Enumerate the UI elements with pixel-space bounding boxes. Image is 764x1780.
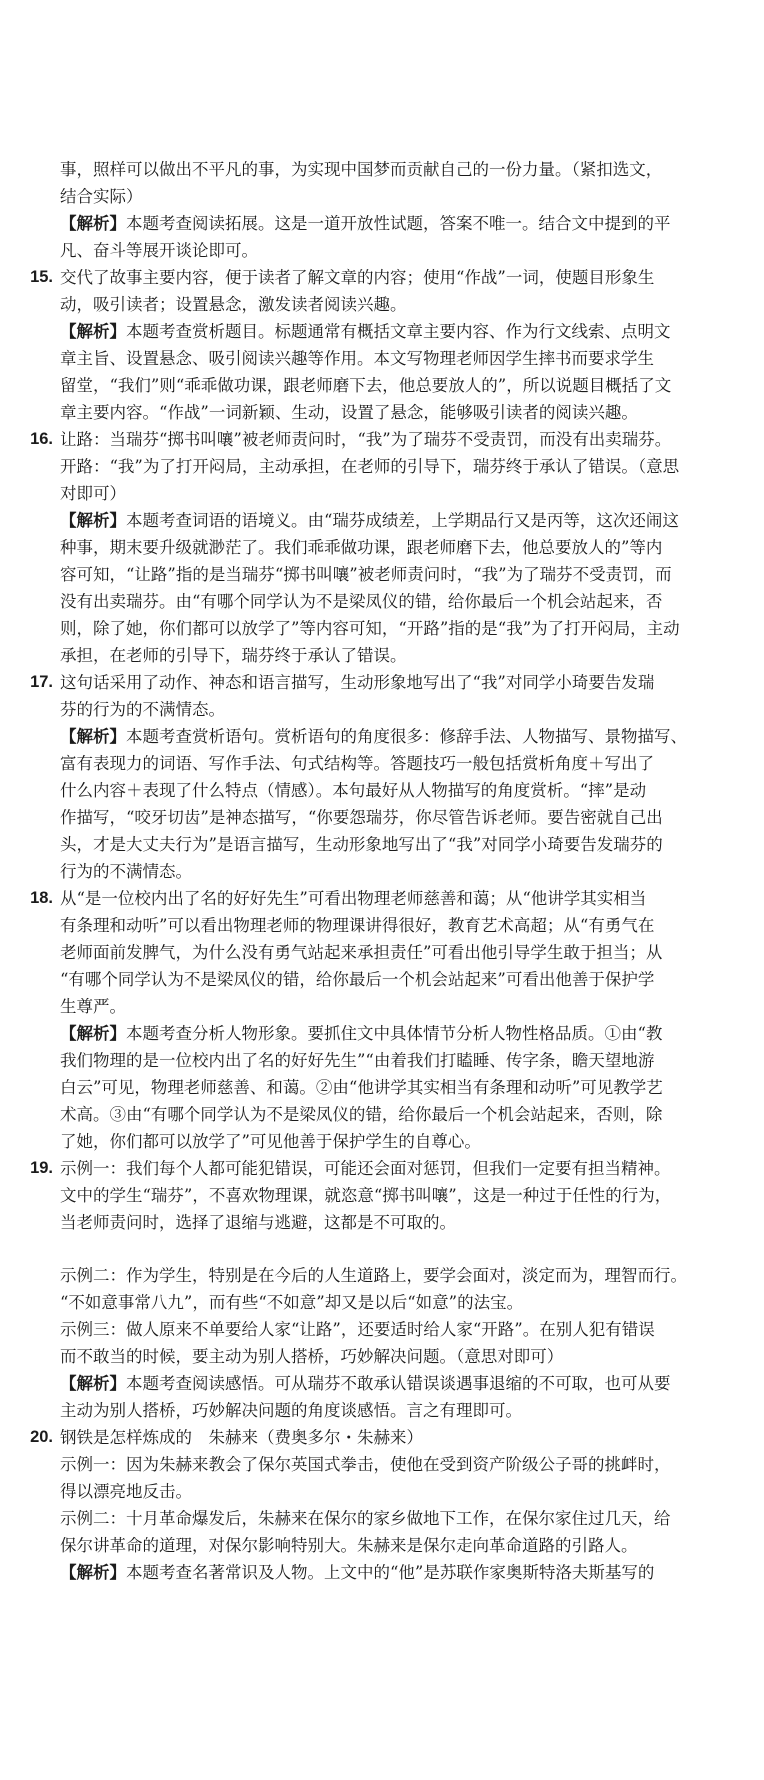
analysis-tag: 【解析】 (60, 1374, 126, 1393)
answer-line: 这句话采用了动作、神态和语言描写，生动形象地写出了“我”对同学小琦要告发瑞 (60, 673, 655, 692)
analysis-line: 凡、奋斗等展开谈论即可。 (60, 241, 258, 260)
answer-line: 老师面前发脾气，为什么没有勇气站起来承担责任”可看出他引导学生敢于担当；从 (60, 943, 663, 962)
answer-line: 示例二：十月革命爆发后，朱赫来在保尔的家乡做地下工作，在保尔家住过几天，给 (60, 1509, 671, 1528)
question-number: 18. (30, 889, 53, 907)
answer-line: 有条理和动听”可以看出物理老师的物理课讲得很好，教育艺术高超；从“有勇气在 (60, 916, 655, 935)
analysis-line: 【解析】本题考查赏析语句。赏析语句的角度很多：修辞手法、人物描写、景物描写、 (60, 727, 687, 746)
answer-line: 示例三：做人原来不单要给人家“让路”，还要适时给人家“开路”。在别人犯有错误 (60, 1320, 655, 1339)
answer-line: 示例二：作为学生，特别是在今后的人生道路上，要学会面对，淡定而为，理智而行。 (60, 1266, 687, 1285)
question-number: 15. (30, 268, 53, 286)
analysis-line: 作描写，“咬牙切齿”是神态描写，“你要怨瑞芬，你尽管告诉老师。要告密就自己出 (60, 808, 663, 827)
analysis-line: 头，才是大丈夫行为”是语言描写，生动形象地写出了“我”对同学小琦要告发瑞芬的 (60, 835, 663, 854)
answer-line: 而不敢当的时候，要主动为别人搭桥，巧妙解决问题。（意思对即可） (60, 1347, 564, 1366)
analysis-line: 【解析】本题考查赏析题目。标题通常有概括文章主要内容、作为行文线索、点明文 (60, 322, 671, 341)
answer-continuation (60, 156, 710, 264)
analysis-tag: 【解析】 (60, 511, 126, 530)
question-number: 16. (30, 430, 53, 448)
answer-line: “不如意事常八九”，而有些“不如意”却又是以后“如意”的法宝。 (60, 1293, 524, 1312)
analysis-line: 承担，在老师的引导下，瑞芬终于承认了错误。 (60, 646, 407, 665)
answer-line: 得以漂亮地反击。 (60, 1482, 192, 1501)
analysis-line: 【解析】本题考查阅读拓展。这是一道开放性试题，答案不唯一。结合文中提到的平 (60, 214, 671, 233)
question-number: 19. (30, 1159, 53, 1177)
spacer (60, 1236, 710, 1262)
answer-line: 保尔讲革命的道理，对保尔影响特别大。朱赫来是保尔走向革命道路的引路人。 (60, 1536, 638, 1555)
analysis-line: 我们物理的是一位校内出了名的好好先生”“由着我们打瞌睡、传字条，瞻天望地游 (60, 1051, 655, 1070)
analysis-line: 术高。③由“有哪个同学认为不是梁凤仪的错，给你最后一个机会站起来，否则，除 (60, 1105, 663, 1124)
answer-line: 交代了故事主要内容，便于读者了解文章的内容；使用“作战”一词，使题目形象生 (60, 268, 655, 287)
analysis-line: 了她，你们都可以放学了”可见他善于保护学生的自尊心。 (60, 1132, 481, 1151)
answer-line: 钢铁是怎样炼成的 朱赫来（费奥多尔・朱赫来） (60, 1428, 423, 1447)
answer-line: 示例一：我们每个人都可能犯错误，可能还会面对惩罚，但我们一定要有担当精神。 (60, 1159, 671, 1178)
analysis-line: 主动为别人搭桥，巧妙解决问题的角度谈感悟。言之有理即可。 (60, 1401, 522, 1420)
analysis-tag: 【解析】 (60, 1563, 126, 1582)
answer-line: 让路：当瑞芬“掷书叫嚷”被老师责问时，“我”为了瑞芬不受责罚，而没有出卖瑞芬。 (60, 430, 672, 449)
answer-line: 当老师责问时，选择了退缩与逃避，这都是不可取的。 (60, 1213, 456, 1232)
answer-line: 结合实际） (60, 187, 143, 206)
analysis-line: 种事，期末要升级就渺茫了。我们乖乖做功课，跟老师磨下去，他总要放人的”等内 (60, 538, 663, 557)
answer-line: 开路：“我”为了打开闷局，主动承担，在老师的引导下，瑞芬终于承认了错误。（意思 (60, 457, 680, 476)
analysis-tag: 【解析】 (60, 322, 126, 341)
analysis-line: 容可知，“让路”指的是当瑞芬“掷书叫嚷”被老师责问时，“我”为了瑞芬不受责罚，而 (60, 565, 672, 584)
answer-line: 事，照样可以做出不平凡的事，为实现中国梦而贡献自己的一份力量。（紧扣选文， (60, 160, 663, 179)
answer-content (30, 156, 710, 1586)
answer-line: 芬的行为的不满情态。 (60, 700, 225, 719)
analysis-line: 留堂，“我们”则“乖乖做功课，跟老师磨下去，他总要放人的”，所以说题目概括了文 (60, 376, 672, 395)
question-15 (30, 264, 710, 426)
analysis-line: 富有表现力的词语、写作手法、句式结构等。答题技巧一般包括赏析角度＋写出了 (60, 754, 654, 773)
question-20 (30, 1424, 710, 1586)
question-18 (30, 885, 710, 1155)
analysis-tag: 【解析】 (60, 727, 126, 746)
analysis-line: 【解析】本题考查阅读感悟。可从瑞芬不敢承认错误谈遇事退缩的不可取，也可从要 (60, 1374, 671, 1393)
analysis-line: 白云”可见，物理老师慈善、和蔼。②由“他讲学其实相当有条理和动听”可见教学艺 (60, 1078, 663, 1097)
question-17 (30, 669, 710, 885)
answer-line: 示例一：因为朱赫来教会了保尔英国式拳击，使他在受到资产阶级公子哥的挑衅时， (60, 1455, 671, 1474)
answer-line: 动，吸引读者；设置悬念，激发读者阅读兴趣。 (60, 295, 407, 314)
answer-line: “有哪个同学认为不是梁凤仪的错，给你最后一个机会站起来”可看出他善于保护学 (60, 970, 655, 989)
analysis-tag: 【解析】 (60, 1024, 126, 1043)
answer-line: 生尊严。 (60, 997, 126, 1016)
question-number: 17. (30, 673, 53, 691)
question-16 (30, 426, 710, 669)
question-number: 20. (30, 1428, 53, 1446)
analysis-tag: 【解析】 (60, 214, 126, 233)
analysis-line: 没有出卖瑞芬。由“有哪个同学认为不是梁凤仪的错，给你最后一个机会站起来，否 (60, 592, 663, 611)
analysis-line: 什么内容＋表现了什么特点（情感）。本句最好从人物描写的角度赏析。“摔”是动 (60, 781, 647, 800)
analysis-line: 【解析】本题考查分析人物形象。要抓住文中具体情节分析人物性格品质。①由“教 (60, 1024, 663, 1043)
analysis-line: 章主要内容。“作战”一词新颖、生动，设置了悬念，能够吸引读者的阅读兴趣。 (60, 403, 638, 422)
analysis-line: 则，除了她，你们都可以放学了”等内容可知，“开路”指的是“我”为了打开闷局，主动 (60, 619, 680, 638)
analysis-line: 行为的不满情态。 (60, 862, 192, 881)
answer-line: 对即可） (60, 484, 126, 503)
question-19 (30, 1155, 710, 1424)
answer-line: 文中的学生“瑞芬”，不喜欢物理课，就恣意“掷书叫嚷”，这是一种过于任性的行为， (60, 1186, 672, 1205)
answer-line: 从“是一位校内出了名的好好先生”可看出物理老师慈善和蔼；从“他讲学其实相当 (60, 889, 647, 908)
analysis-line: 章主旨、设置悬念、吸引阅读兴趣等作用。本文写物理老师因学生摔书而要求学生 (60, 349, 654, 368)
analysis-line: 【解析】本题考查词语的语境义。由“瑞芬成绩差，上学期品行又是丙等，这次还闹这 (60, 511, 679, 530)
analysis-line: 【解析】本题考查名著常识及人物。上文中的“他”是苏联作家奥斯特洛夫斯基写的 (60, 1563, 655, 1582)
